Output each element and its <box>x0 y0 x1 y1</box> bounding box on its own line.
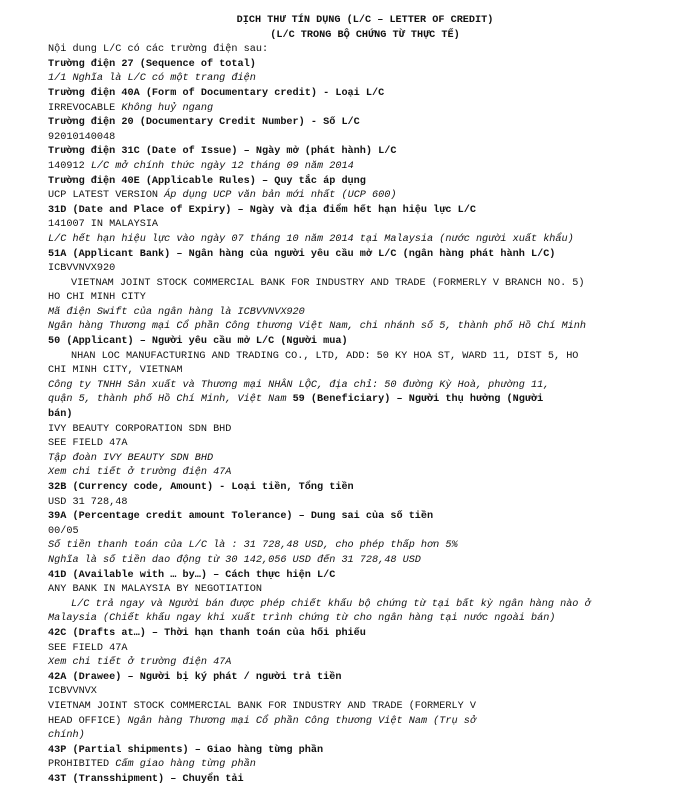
field-51a-heading: 51A (Applicant Bank) – Ngân hàng của người yêu cầu mở L/C (ngân hàng phát hành L/C) <box>48 248 556 260</box>
field-41d-note-1: L/C trả ngay và Người bán được phép chiết khấu bộ chứng từ tại bất kỳ ngân hàng nào ở <box>71 598 591 610</box>
field-41d-value: ANY BANK IN MALAYSIA BY NEGOTIATION <box>48 584 262 596</box>
field-43p-heading: 43P (Partial shipments) – Giao hàng từng phần <box>48 744 324 756</box>
field-51a-bank-city: HO CHI MINH CITY <box>48 292 146 304</box>
field-43p-value: PROHIBITED <box>48 759 110 771</box>
field-31c-note: L/C mở chính thức ngày 12 tháng 09 năm 2014 <box>90 160 354 172</box>
field-59-heading-cont: bán) <box>48 409 73 421</box>
field-31c-value: 140912 <box>48 160 85 172</box>
field-41d-heading: 41D (Available with … by…) – Cách thực hiện L/C <box>48 569 336 581</box>
field-42a-line-2 <box>48 715 658 730</box>
intro-text: Nội dung L/C có các trường điện sau: <box>48 44 269 56</box>
field-50-applicant-line-2: CHI MINH CITY, VIETNAM <box>48 365 183 377</box>
field-41d-note-2: Malaysia (Chiết khấu ngay khi xuất trình chứng từ cho ngân hàng tại nước ngoài bán) <box>48 613 556 625</box>
field-51a-swift: ICBVVNVX920 <box>48 263 116 275</box>
field-27-note: 1/1 Nghĩa là L/C có một trang điện <box>48 73 256 85</box>
field-42a-note-2: chính) <box>48 730 85 742</box>
field-42c-heading: 42C (Drafts at…) – Thời hạn thanh toán của hối phiếu <box>48 627 366 639</box>
field-42a-value: ICBVVNVX <box>48 686 97 698</box>
field-43p-value-line <box>48 758 658 773</box>
field-40a-value-line <box>48 102 658 117</box>
field-39a-note-2: Nghĩa là số tiền dao động từ 30 142,056 USD đến 31 728,48 USD <box>48 554 421 566</box>
field-40e-value: UCP LATEST VERSION <box>48 190 159 202</box>
field-39a-heading: 39A (Percentage credit amount Tolerance) – Dung sai của số tiền <box>48 511 434 523</box>
field-50-heading: 50 (Applicant) – Người yêu cầu mở L/C (Người mua) <box>48 336 348 348</box>
field-39a-note-1: Số tiền thanh toán của L/C là : 31 728,48 USD, cho phép thấp hơn 5% <box>48 540 458 552</box>
field-32b-heading: 32B (Currency code, Amount) - Loại tiền, Tổng tiền <box>48 482 354 493</box>
field-20-heading: Trường điện 20 (Documentary Credit Number) - Số L/C <box>48 117 360 129</box>
field-43t-heading: 43T (Transshipment) – Chuyển tải <box>48 773 244 785</box>
field-59-value-1: IVY BEAUTY CORPORATION SDN BHD <box>48 423 232 435</box>
field-50-note-2: quận 5, thành phố Hồ Chí Minh, Việt Nam <box>48 394 287 406</box>
field-31d-note: L/C hết hạn hiệu lực vào ngày 07 tháng 10 năm 2014 tại Malaysia (nước người xuất khẩu) <box>48 233 574 245</box>
field-42a-note-1: Ngân hàng Thương mại Cổ phần Công thương Việt Nam (Trụ sở <box>127 715 476 727</box>
field-50-applicant-line-1: NHAN LOC MANUFACTURING AND TRADING CO., LTD, ADD: 50 KY HOA ST, WARD 11, DIST 5, HO <box>71 350 579 362</box>
field-50-note-1: Công ty TNHH Sản xuất và Thương mại NHÂN LỘC, địa chỉ: 50 đường Kỳ Hoà, phường 11, <box>48 379 550 391</box>
letter-of-credit-document <box>48 14 658 787</box>
field-59-note-2: Xem chi tiết ở trường điện 47A <box>48 467 232 479</box>
field-59-note-1: Tập đoàn IVY BEAUTY SDN BHD <box>48 452 214 464</box>
field-42a-bank-head-office: HEAD OFFICE) <box>48 715 122 727</box>
field-42a-bank-name: VIETNAM JOINT STOCK COMMERCIAL BANK FOR INDUSTRY AND TRADE (FORMERLY V <box>48 700 476 712</box>
field-20-value: 92010140048 <box>48 131 116 143</box>
field-27-heading: Trường điện 27 (Sequence of total) <box>48 58 256 70</box>
field-32b-value: USD 31 728,48 <box>48 496 128 508</box>
field-42c-note: Xem chi tiết ở trường điện 47A <box>48 657 232 669</box>
field-42a-heading: 42A (Drawee) – Người bị ký phát / người trả tiền <box>48 671 342 683</box>
field-31c-value-line <box>48 160 658 175</box>
document-subtitle: (L/C TRONG BỘ CHỨNG TỪ THỰC TẾ) <box>270 29 460 41</box>
field-39a-value: 00/05 <box>48 525 79 537</box>
field-50-note-line-2 <box>48 393 658 408</box>
field-31d-value: 141007 IN MALAYSIA <box>48 219 159 231</box>
field-40e-value-line <box>48 189 658 204</box>
field-40a-value: IRREVOCABLE <box>48 102 116 114</box>
field-40e-heading: Trường điện 40E (Applicable Rules) – Quy tắc áp dụng <box>48 175 366 187</box>
field-40e-note: Áp dụng UCP văn bản mới nhất (UCP 600) <box>164 190 397 202</box>
field-59-heading: 59 (Beneficiary) – Người thụ hưởng (Người <box>292 394 544 406</box>
field-51a-note-2: Ngân hàng Thương mại Cổ phần Công thương Việt Nam, chi nhánh số 5, thành phố Hồ Chí Minh <box>48 321 586 333</box>
field-43p-note: Cấm giao hàng từng phần <box>115 759 256 771</box>
field-31d-heading: 31D (Date and Place of Expiry) – Ngày và địa điểm hết hạn hiệu lực L/C <box>48 204 476 216</box>
field-42c-value: SEE FIELD 47A <box>48 642 128 654</box>
field-31c-heading: Trường điện 31C (Date of Issue) – Ngày mở (phát hành) L/C <box>48 146 397 158</box>
field-51a-bank-name: VIETNAM JOINT STOCK COMMERCIAL BANK FOR INDUSTRY AND TRADE (FORMERLY V BRANCH NO. 5) <box>71 277 585 289</box>
field-40a-heading: Trường điện 40A (Form of Documentary credit) - Loại L/C <box>48 87 385 99</box>
field-59-value-2: SEE FIELD 47A <box>48 438 128 450</box>
field-40a-note: Không huỷ ngang <box>121 102 214 114</box>
document-title: DỊCH THƯ TÍN DỤNG (L/C – LETTER OF CREDIT) <box>236 15 494 26</box>
field-51a-note-1: Mã điện Swift của ngân hàng là ICBVVNVX920 <box>48 306 305 318</box>
